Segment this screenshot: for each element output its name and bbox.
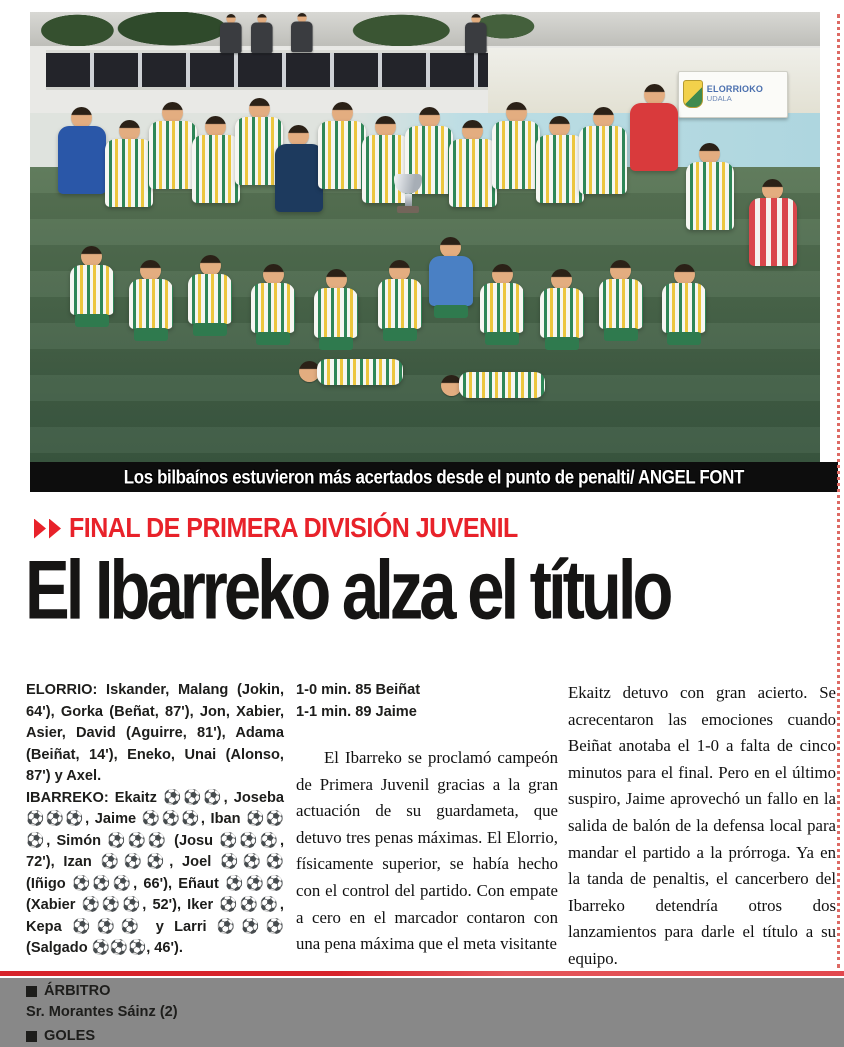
player-figure xyxy=(251,264,295,345)
player-figure xyxy=(299,359,403,385)
player-figure xyxy=(58,107,106,194)
dotted-column-rule xyxy=(837,14,840,968)
kicker xyxy=(34,514,518,543)
player-figure xyxy=(599,260,643,341)
referee-title: ÁRBITRO xyxy=(44,981,110,1003)
player-figure xyxy=(441,372,545,398)
body-paragraph-1: El Ibarreko se proclamó campeón de Primera Juvenil gracias a la gran actuación de su guardameta, que detuvo tres penas máximas. El Elorrio, físicamente superior, se había hecho con el control del partido. Con empate a cero en el marcador contaron con una pena máxima que el meta visitante xyxy=(296,745,558,958)
bullet-square-icon xyxy=(26,986,37,997)
goals-list xyxy=(296,680,558,723)
lineup-elorrio: ELORRIO: Iskander, Malang (Jokin, 64'), Gorka (Beñat, 87'), Jon, Xabier, Asier, David (Aguirre, 81'), Adama (Beiñat, 14'), Eneko, Unai (Alonso, 87') y Axel. xyxy=(26,680,284,788)
player-figure xyxy=(251,14,273,53)
player-figure xyxy=(429,237,473,318)
headline-title: El Ibarreko alza el título xyxy=(25,548,837,635)
player-figure xyxy=(480,264,524,345)
player-figure xyxy=(220,14,242,53)
player-figure xyxy=(70,246,114,327)
player-figure xyxy=(662,264,706,345)
player-figure xyxy=(192,116,240,203)
player-figure xyxy=(536,116,584,203)
player-figure xyxy=(275,125,323,212)
players-layer xyxy=(30,12,820,462)
kicker-label: FINAL DE PRIMERA DIVISIÓN JUVENIL xyxy=(69,512,518,544)
player-figure xyxy=(149,102,197,189)
headline-block xyxy=(25,548,837,618)
player-figure xyxy=(686,143,734,230)
player-figure xyxy=(129,260,173,341)
player-figure xyxy=(579,107,627,194)
player-figure xyxy=(105,120,153,207)
player-figure xyxy=(449,120,497,207)
sign-line1: ELORRIOKO xyxy=(707,85,763,94)
body-paragraph-2: Ekaitz detuvo con gran acierto. Se acrecentaron las emociones cuando Beiñat anotaba el 1-0 a falta de cinco minutos para el final. Pero en el último suspiro, Jaime aprovechó un fallo en la salida de balón de la defensa local para mandar el partido a la prórroga. Ya en la tanda de penaltis, el cancerbero del Ibarreko detendría otros dos lanzamientos para darle el título a su equipo. xyxy=(568,680,836,973)
player-figure xyxy=(540,269,584,350)
goal-line: 1-0 min. 85 Beiñat xyxy=(296,680,558,702)
trophy-icon xyxy=(393,174,423,220)
column-right xyxy=(568,680,836,973)
player-figure xyxy=(749,179,797,266)
player-figure xyxy=(630,84,678,171)
bottom-red-rule xyxy=(0,971,844,976)
bullet-square-icon xyxy=(26,1031,37,1042)
team-photo xyxy=(30,12,820,462)
photo-caption-bar xyxy=(30,462,838,492)
player-figure xyxy=(465,14,487,53)
goal-line: 1-1 min. 89 Jaime xyxy=(296,702,558,724)
referee-name: Sr. Morantes Sáinz (2) xyxy=(26,1002,284,1024)
player-figure xyxy=(378,260,422,341)
article-body xyxy=(26,680,838,966)
player-figure xyxy=(314,269,358,350)
double-arrow-icon xyxy=(34,519,61,539)
goals-title: GOLES xyxy=(44,1026,95,1047)
player-figure xyxy=(318,102,366,189)
lineup-ibarreko: IBARREKO: Ekaitz ⚽⚽⚽, Joseba ⚽⚽⚽, Jaime ⚽⚽⚽, Iban ⚽⚽⚽, Simón ⚽⚽⚽ (Josu ⚽⚽⚽, 72'), Izan ⚽⚽⚽, Joel ⚽⚽⚽ (Iñigo ⚽⚽⚽, 66'), Eñaut ⚽⚽⚽ (Xabier ⚽⚽⚽, 52'), Iker ⚽⚽⚽, Kepa ⚽⚽⚽ y Larri ⚽⚽⚽ (Salgado ⚽⚽⚽, 46'). xyxy=(26,788,284,960)
player-figure xyxy=(492,102,540,189)
referee-section xyxy=(26,981,284,1047)
column-lineups xyxy=(26,680,284,1047)
player-figure xyxy=(188,255,232,336)
photo-caption: Los bilbaínos estuvieron más acertados desde el punto de penalti/ ANGEL FONT xyxy=(124,466,744,489)
sign-line2: UDALA xyxy=(707,95,763,103)
player-figure xyxy=(291,13,313,52)
column-middle xyxy=(296,680,558,958)
